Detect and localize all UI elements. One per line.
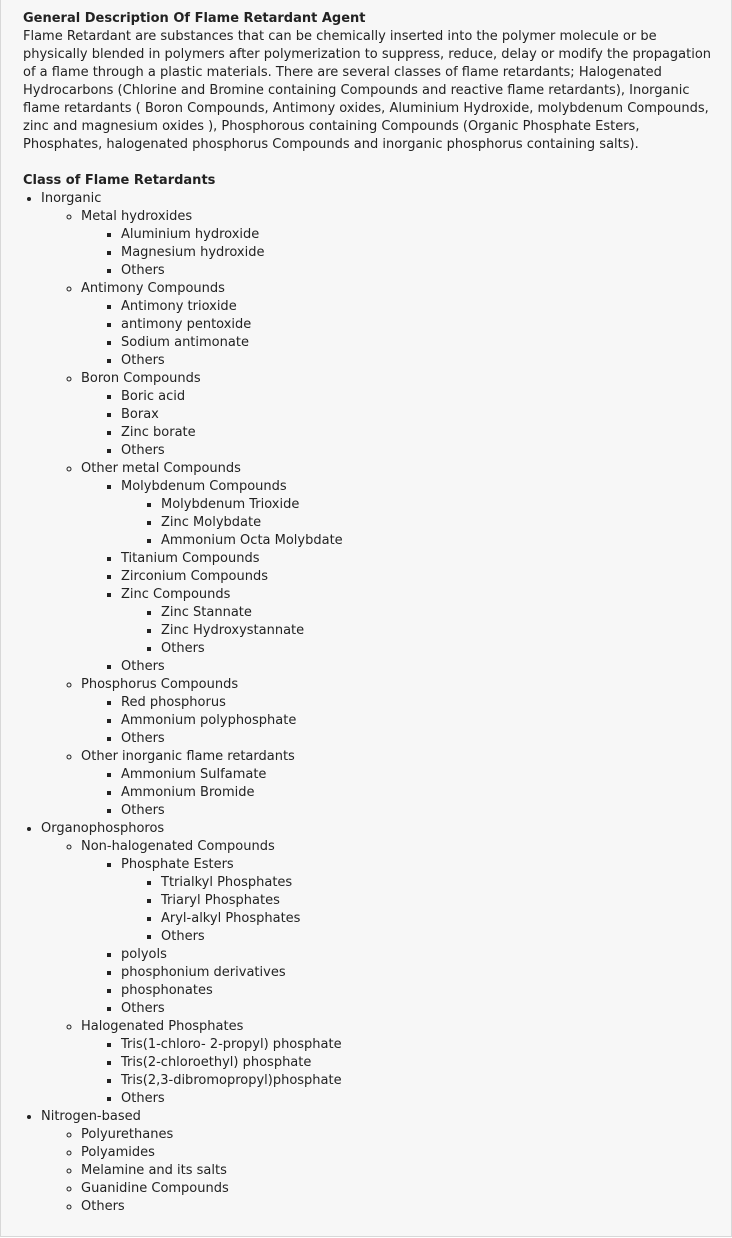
list-item-label: Magnesium hydroxide: [121, 245, 265, 260]
list-item: [81, 748, 713, 820]
sub-list: [81, 478, 713, 676]
list-item: [81, 370, 713, 460]
list-item-label: Non-halogenated Compounds: [81, 839, 275, 854]
class-tree: [1, 190, 713, 1216]
list-item: [121, 244, 713, 262]
list-item-label: Zinc Molybdate: [161, 515, 262, 530]
list-item-label: Others: [121, 1091, 165, 1106]
list-item-label: Triaryl Phosphates: [161, 893, 280, 908]
list-item-label: Others: [121, 803, 165, 818]
list-item-label: Titanium Compounds: [121, 551, 260, 566]
sub-list: [81, 766, 713, 820]
list-item-label: Halogenated Phosphates: [81, 1019, 244, 1034]
list-item: [81, 208, 713, 280]
list-item-label: Boric acid: [121, 389, 186, 404]
description-heading: General Description Of Flame Retardant Agent: [23, 11, 366, 26]
list-item: [121, 334, 713, 352]
list-item-label: Other inorganic flame retardants: [81, 749, 295, 764]
list-item: [121, 694, 713, 712]
list-item-label: Ammonium Octa Molybdate: [161, 533, 343, 548]
list-item: [121, 586, 713, 658]
list-item-label: Aluminium hydroxide: [121, 227, 260, 242]
list-item-label: Zinc Compounds: [121, 587, 231, 602]
list-item: [161, 874, 713, 892]
list-item: [121, 550, 713, 568]
list-item: [121, 1072, 713, 1090]
list-item-label: Polyurethanes: [81, 1127, 174, 1142]
list-item-label: Zinc Stannate: [161, 605, 252, 620]
list-item: [121, 478, 713, 550]
list-item-label: Others: [121, 443, 165, 458]
list-item: [81, 1198, 713, 1216]
list-item-label: Tris(1-chloro- 2-propyl) phosphate: [121, 1037, 342, 1052]
list-item-label: Others: [121, 353, 165, 368]
sub-list: [41, 1126, 713, 1216]
list-item-label: Boron Compounds: [81, 371, 201, 386]
list-item-label: Ammonium Sulfamate: [121, 767, 267, 782]
list-item: [121, 262, 713, 280]
list-item: [121, 352, 713, 370]
list-item: [121, 784, 713, 802]
list-item-label: Organophosphoros: [41, 821, 165, 836]
list-item-label: Phosphorus Compounds: [81, 677, 239, 692]
list-item-label: Antimony Compounds: [81, 281, 225, 296]
list-item-label: Zirconium Compounds: [121, 569, 268, 584]
sub-list: [81, 226, 713, 280]
list-item-label: Melamine and its salts: [81, 1163, 227, 1178]
list-item-label: Others: [161, 929, 205, 944]
list-item: [81, 1180, 713, 1198]
list-item: [121, 964, 713, 982]
list-item: [121, 406, 713, 424]
list-item-label: Metal hydroxides: [81, 209, 193, 224]
sub-list: [41, 838, 713, 1108]
list-item: [81, 280, 713, 370]
sub-list: [81, 856, 713, 1018]
list-item-label: Molybdenum Compounds: [121, 479, 287, 494]
list-item-label: Nitrogen-based: [41, 1109, 141, 1124]
list-item: [121, 316, 713, 334]
list-item: [81, 676, 713, 748]
list-item: [121, 712, 713, 730]
list-item-label: Other metal Compounds: [81, 461, 241, 476]
article-body: [23, 10, 713, 1216]
list-item: [121, 730, 713, 748]
list-item-label: Others: [121, 1001, 165, 1016]
list-item: [161, 604, 713, 622]
sub-list: [121, 496, 713, 550]
list-item: [121, 424, 713, 442]
list-item: [81, 1126, 713, 1144]
list-item: [161, 514, 713, 532]
list-item: [81, 1018, 713, 1108]
list-item-label: Ammonium Bromide: [121, 785, 255, 800]
list-item: [121, 1090, 713, 1108]
list-item-label: Others: [121, 263, 165, 278]
list-item-label: Zinc Hydroxystannate: [161, 623, 305, 638]
list-item-label: Red phosphorus: [121, 695, 226, 710]
list-item: [161, 532, 713, 550]
sub-list: [41, 208, 713, 820]
list-item-label: Others: [161, 641, 205, 656]
list-item: [121, 1000, 713, 1018]
list-item: [41, 1108, 713, 1216]
list-item: [41, 820, 713, 1108]
list-item: [161, 892, 713, 910]
list-item-label: phosphonates: [121, 983, 213, 998]
sub-list: [81, 388, 713, 460]
sub-list: [81, 298, 713, 370]
list-item: [161, 640, 713, 658]
list-item-label: Others: [81, 1199, 125, 1214]
sub-list: [81, 1036, 713, 1108]
sub-list: [81, 694, 713, 748]
list-item: [161, 622, 713, 640]
list-item: [81, 1144, 713, 1162]
list-item-label: Zinc borate: [121, 425, 196, 440]
list-item-label: Inorganic: [41, 191, 102, 206]
list-item: [121, 1054, 713, 1072]
list-item: [81, 838, 713, 1018]
list-item: [161, 496, 713, 514]
sub-list: [121, 604, 713, 658]
list-item: [121, 226, 713, 244]
list-item-label: Ammonium polyphosphate: [121, 713, 297, 728]
list-item-label: Phosphate Esters: [121, 857, 234, 872]
list-item-label: Ttrialkyl Phosphates: [161, 875, 293, 890]
classes-heading: Class of Flame Retardants: [23, 173, 216, 188]
list-item: [121, 298, 713, 316]
list-item-label: Polyamides: [81, 1145, 155, 1160]
list-item-label: Borax: [121, 407, 159, 422]
list-item-label: Others: [121, 731, 165, 746]
list-item-label: Guanidine Compounds: [81, 1181, 229, 1196]
list-item-label: Tris(2,3-dibromopropyl)phosphate: [121, 1073, 342, 1088]
list-item: [121, 1036, 713, 1054]
list-item: [81, 1162, 713, 1180]
list-item: [121, 946, 713, 964]
list-item: [121, 442, 713, 460]
list-item-label: polyols: [121, 947, 167, 962]
list-item-label: Tris(2-chloroethyl) phosphate: [121, 1055, 312, 1070]
list-item: [81, 460, 713, 676]
list-item: [121, 658, 713, 676]
list-item-label: Molybdenum Trioxide: [161, 497, 300, 512]
list-item-label: Antimony trioxide: [121, 299, 237, 314]
list-item-label: Aryl-alkyl Phosphates: [161, 911, 301, 926]
list-item: [121, 982, 713, 1000]
list-item-label: phosphonium derivatives: [121, 965, 286, 980]
description-paragraph: Flame Retardant are substances that can be chemically inserted into the polymer molecule or be physically blended in polymers after polymerization to suppress, reduce, delay or modify the propagation of a flame through a plastic materials. There are several classes of flame retardants; Halogenated Hydrocarbons (Chlorine and Bromine containing Compounds and reactive flame retardants), Inorganic flame retardants ( Boron Compounds, Antimony oxides, Aluminium Hydroxide, molybdenum Compounds, zinc and magnesium oxides ), Phosphorous containing Compounds (Organic Phosphate Esters, Phosphates, halogenated phosphorus Compounds and inorganic phosphorus containing salts).: [23, 29, 712, 152]
sub-list: [121, 874, 713, 946]
list-item-label: Sodium antimonate: [121, 335, 249, 350]
list-item: [161, 910, 713, 928]
list-item: [121, 856, 713, 946]
list-item: [121, 766, 713, 784]
list-item-label: antimony pentoxide: [121, 317, 252, 332]
list-item: [161, 928, 713, 946]
list-item: [121, 802, 713, 820]
list-item-label: Others: [121, 659, 165, 674]
list-item: [41, 190, 713, 820]
list-item: [121, 388, 713, 406]
list-item: [121, 568, 713, 586]
